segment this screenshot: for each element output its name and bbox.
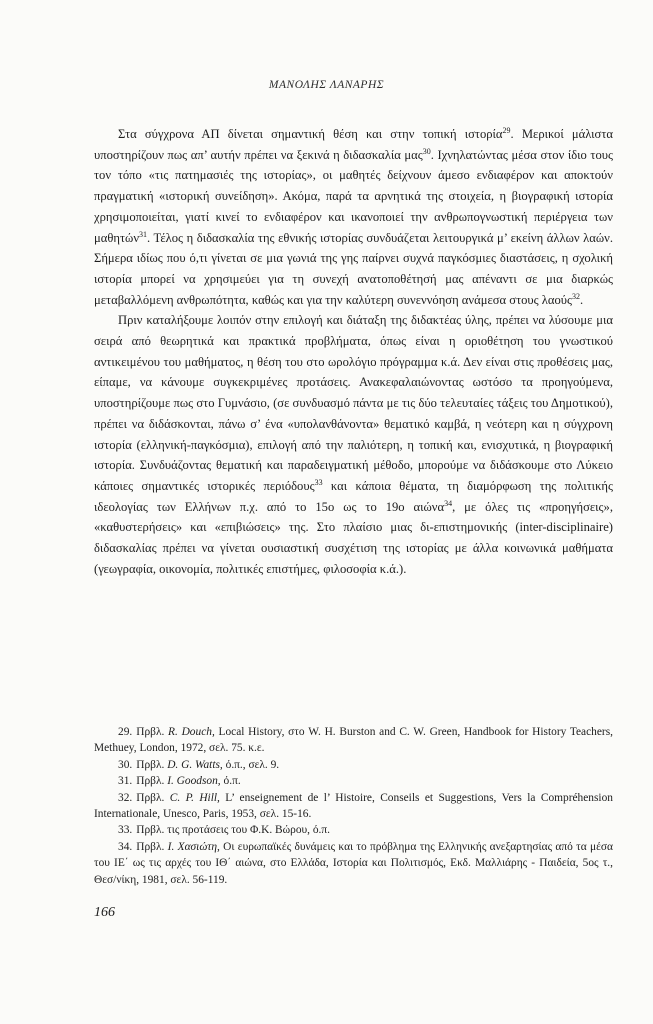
footnote-text: ό.π., σελ. 9. — [222, 758, 280, 771]
footnote-text: Local History, στο W. H. Burston and C. W. Green, Handbook for History Teachers, Methuey, London, 1972, σελ. 75. κ.ε. — [94, 726, 613, 755]
footnote-29 — [94, 724, 613, 757]
footnote-ref-29: 29 — [502, 125, 511, 135]
footnote-number: 30. — [118, 758, 133, 771]
footnote-text: Πρβλ. — [136, 775, 168, 788]
text-segment: . Μερικοί μάλιστα υποστηρίζουν πως απ’ αυτήν πρέπει να ξεκινά η διδασκαλία μας — [94, 127, 614, 162]
footnote-number: 32. — [118, 791, 133, 804]
footnote-number: 34. — [118, 840, 133, 853]
paragraph-1 — [94, 124, 613, 310]
text-segment: και κάποια θέματα, τη διαμόρφωση της πολιτικής ιδεολογίας των Ελλήνων π.χ. από το 15ο ως το 19ο αιώνα — [94, 478, 613, 514]
page-number: 166 — [94, 905, 115, 920]
text-segment: . Τέλος η διδασκαλία της εθνικής ιστορίας συνδυάζεται λειτουργικά μ’ εκείνη άλλων λαών. Σήμερα ιδίως που ό,τι γίνεται σε μια γωνιά της γης παίρνει συχνά παγκόσμιες διαστάσεις, η σχολική ιστορία μπορεί να χρησιμεύει για τη συνεχή ανατοποθέτησή μας απέναντι σε μια διαρκώς μεταβαλλόμενη ανθρωπότητα, καθώς και για την καλύτερη συνεννόηση ανάμεσα στους λαούς — [94, 230, 613, 307]
footnote-ref-31: 31 — [139, 229, 148, 239]
footnote-text: Οι ευρωπαϊκές δυνάμεις και το πρόβλημα της Ελληνικής ανεξαρτησίας από τα μέσα του ΙΕ΄ ως τις αρχές του ΙΘ΄ αιώνα, στο Ελλάδα, Ιστορία και Πολιτισμός, Εκδ. Μαλλιάρης - Παιδεία, 5ος τ., Θεσ/νίκη, 1981, σελ. 56-119. — [94, 840, 613, 886]
text-segment: , με όλες τις «προηγήσεις», «καθυστερήσεις» και «επιβιώσεις» της. Στο πλαίσιο μιας δι-επιστημονικής (inter-disciplinaire) διδασκαλίας πρέπει να γίνεται ουσιαστική συσχέτιση της ιστορίας με άλλα κοινωνικά μαθήματα (γεωγραφία, οικονομία, πολιτικές επιστήμες, φιλοσοφία κ.ά.). — [94, 499, 613, 576]
body-text — [94, 124, 613, 579]
footnotes — [94, 724, 613, 888]
footnote-author: R. Douch, — [168, 726, 215, 738]
footnote-34 — [94, 839, 613, 888]
text-segment: Πριν καταλήξουμε λοιπόν στην επιλογή και διάταξη της διδακτέας ύλης, πρέπει να λύσουμε μια σειρά από θεωρητικά και πρακτικά προβλήματα, όπως είναι η οριοθέτηση του γνωστικού αντικειμένου του μαθήματος, η θέση του στο ωρολόγιο πρόγραμμα κ.ά. Δεν είναι στις προθέσεις μας, είπαμε, να κάνουμε συγκεκριμένες προτάσεις. Ανακεφαλαιώνοντας ωστόσο τα προηγούμενα, υποστηρίζουμε πως στο Γυμνάσιο, (σε συνδυασμό πάντα με τις δύο τελευταίες τάξεις του Δημοτικού), πρέπει να διδάσκονται, πάνω σ’ ένα «υπολανθάνοντα» θεματικό καμβά, η νεότερη και η σύγχρονη ιστορία (ελληνική-παγκόσμια), επιλογή από την παλιότερη, η τοπική και, ενισχυτικά, η βιογραφική ιστορία. Συνδυάζοντας θεματική και παραδειγματική μέθοδο, μπορούμε να διδάσκουμε στο Λύκειο κάποιες σημαντικές ιστορικές περιόδους — [94, 313, 613, 493]
footnote-author: C. P. Hill, — [169, 791, 220, 804]
text-segment: Στα σύγχρονα ΑΠ δίνεται σημαντική θέση και στην τοπική ιστορία — [118, 127, 503, 141]
footnote-ref-34: 34 — [444, 498, 453, 508]
footnote-text: Πρβλ. τις προτάσεις του Φ.Κ. Βώρου, ό.π. — [136, 824, 331, 837]
text-segment: . — [580, 292, 584, 307]
footnote-text: Πρβλ. — [136, 726, 169, 738]
footnote-ref-32: 32 — [572, 291, 581, 301]
footnote-33 — [94, 822, 613, 838]
footnote-ref-30: 30 — [422, 146, 431, 156]
footnote-number: 33. — [118, 824, 133, 837]
footnote-ref-33: 33 — [314, 477, 323, 487]
footnote-text: Πρβλ. — [136, 758, 168, 771]
footnote-number: 31. — [118, 775, 133, 788]
footnote-text: ό.π. — [220, 775, 241, 788]
footnote-text: Πρβλ. — [136, 840, 168, 853]
running-head: ΜΑΝΟΛΗΣ ΛΑΝΑΡΗΣ — [268, 79, 385, 91]
footnote-author: I. Χασιώτη, — [167, 840, 220, 853]
text-segment: . Ιχνηλατώντας μέσα στον ίδιο τους τον τόπο «τις πατημασιές της ιστορίας», οι μαθητές δείχνουν άμεσο ενδιαφέρον και αποκτούν πραγματική «ιστορική συνείδηση». Ακόμα, παρά τα αρνητικά της στοιχεία, η βιογραφική ιστορία χρησιμοποιείται, γιατί κινεί το ενδιαφέρον και ικανοποιεί την ανθρωπογνωστική περιέργεια των μαθητών — [94, 147, 613, 245]
footnote-text: Πρβλ. — [136, 791, 170, 804]
paragraph-2 — [94, 310, 613, 579]
footnote-32 — [94, 790, 613, 823]
footnote-30 — [94, 757, 613, 773]
footnote-author: I. Goodson, — [167, 775, 221, 788]
footnote-author: D. G. Watts, — [167, 758, 223, 771]
footnote-number: 29. — [118, 726, 133, 738]
footnote-text: L’ enseignement de l’ Histoire, Conseils et Suggestions, Vers la Compréhension Internationale, Unesco, Paris, 1953, σελ. 15-16. — [94, 791, 613, 821]
footnote-31 — [94, 773, 613, 789]
